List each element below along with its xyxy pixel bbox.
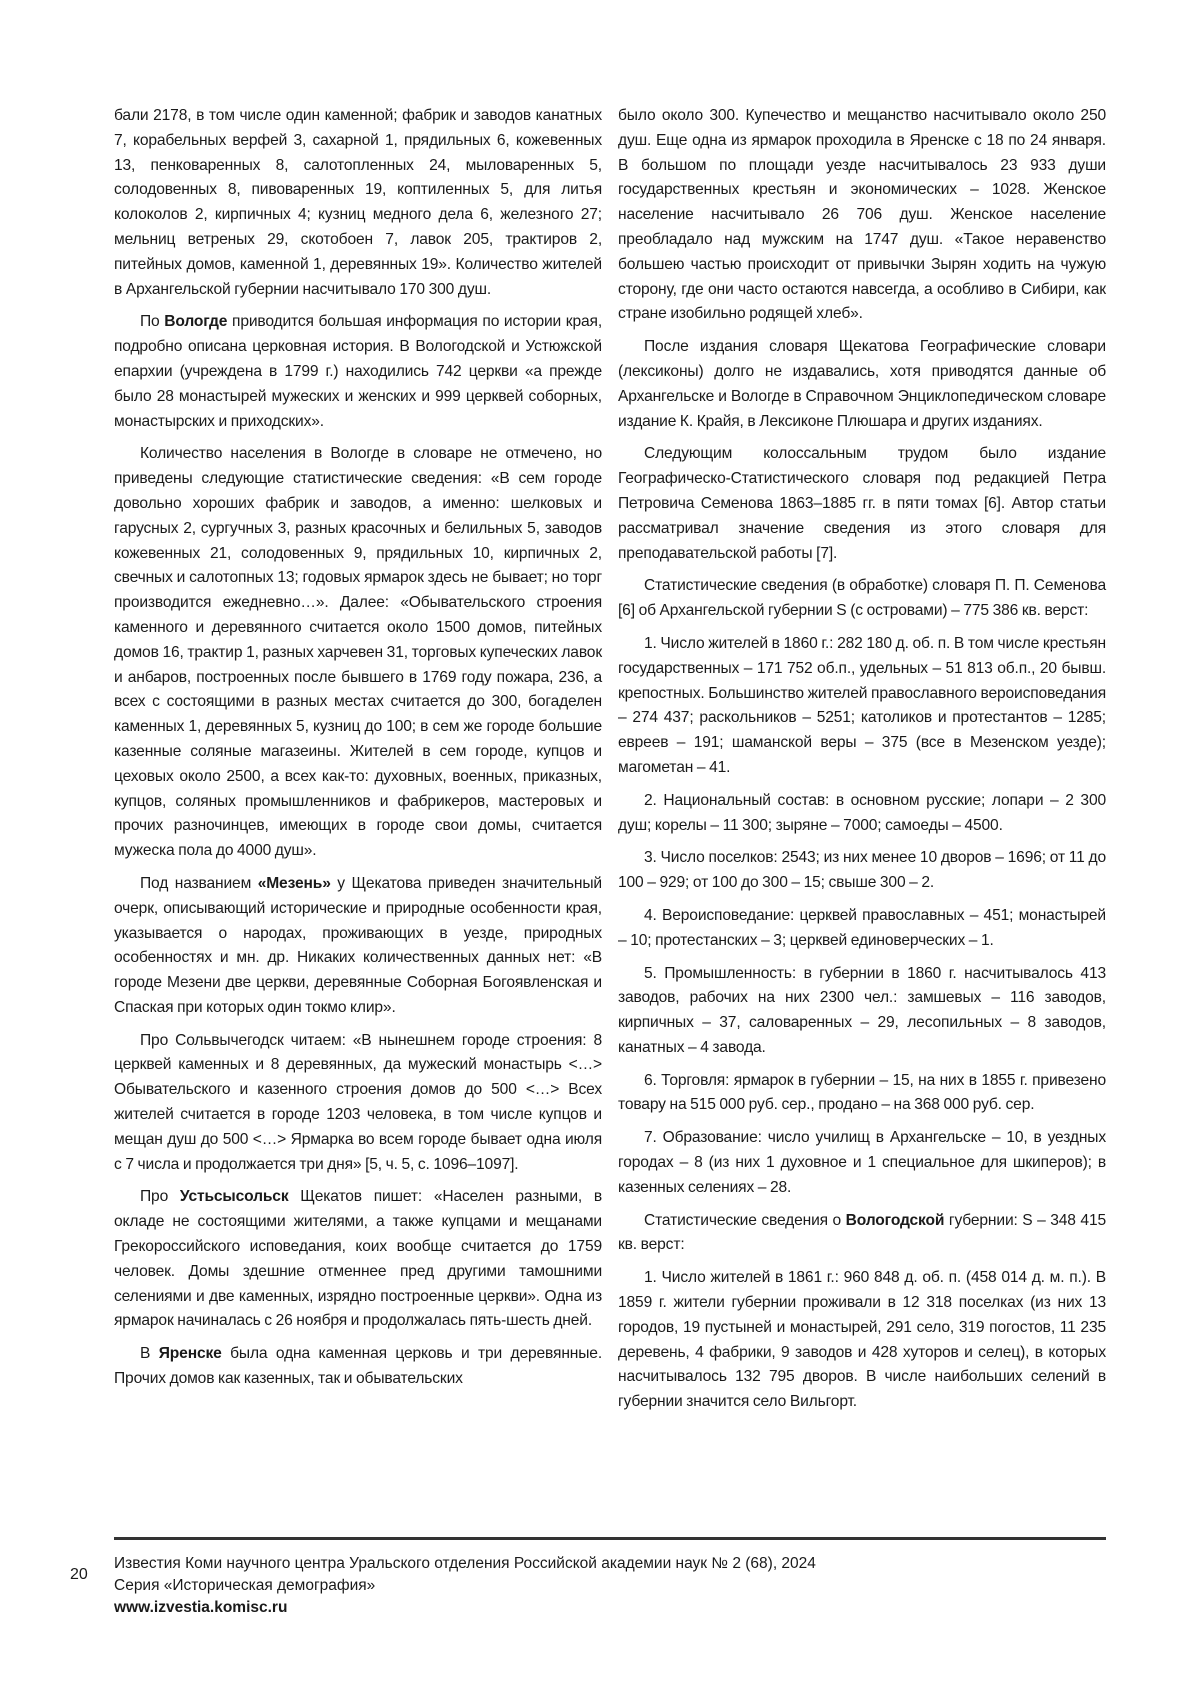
text-span: была одна каменная церковь и три деревянные. Прочих домов как казенных, так и обывательских (114, 1345, 603, 1388)
paragraph: После издания словаря Щекатова Географические словари (лексиконы) долго не издавались, хотя приводятся данные об Архангельске и Вологде в Справочном Энциклопедическом словаре издание К. Крайя, в Лексиконе Плюшара и других изданиях. (618, 338, 1106, 430)
paragraph: 7. Образование: число училищ в Архангельске – 10, в уездных городах – 8 (из них 1 духовное и 1 специальное для шкиперов); в казенных селениях – 28. (618, 1129, 1106, 1196)
bold-term: «Мезень» (257, 874, 331, 892)
text-span: губернии: S – 348 415 кв. верст: (618, 1211, 1106, 1254)
bold-term: Вологде (164, 313, 228, 331)
text-span: Статистические сведения о (644, 1211, 846, 1229)
paragraph: 6. Торговля: ярмарок в губернии – 15, на них в 1855 г. привезено товару на 515 000 руб. сер., продано – на 368 000 руб. сер. (618, 1071, 1106, 1114)
paragraph (114, 872, 602, 1021)
text-span: По (140, 313, 165, 331)
paragraph: Про Сольвычегодск читаем: «В нынешнем городе строения: 8 церквей каменных и 8 деревянных, да мужеский монастырь <…> Обывательского и казенного строения домов до 500 <…> Всех жителей считается в городе 1203 человека, в том числе купцов и мещан душ до 500 <…> Ярмарка во всем городе бывает одна июля с 7 числа и продолжается три дня» [5, ч. 5, с. 1096–1097]. (114, 1031, 602, 1173)
paragraph: 1. Число жителей в 1860 г.: 282 180 д. об. п. В том числе крестьян государственных – 171 752 об.п., удельных – 51 813 об.п., 20 бывш. крепостных. Большинство жителей православного вероисповедания – 274 437; раскольников – 5251; католиков и протестантов – 1285; евреев – 191; шаманской веры – 375 (все в Мезенском уезде); магометан – 41. (618, 634, 1106, 776)
paragraph: Статистические сведения (в обработке) словаря П. П. Семенова [6] об Архангельской губернии S (с островами) – 775 386 кв. верст: (618, 577, 1106, 620)
paragraph (114, 1185, 602, 1334)
bold-term: Устьсысольск (179, 1188, 289, 1206)
paragraph: 5. Промышленность: в губернии в 1860 г. насчитывалось 413 заводов, рабочих на них 2300 чел.: замшевых – 116 заводов, кирпичных – 37, саловаренных – 29, лесопильных – 8 заводов, канатных – 4 завода. (618, 964, 1106, 1056)
paragraph: бали 2178, в том числе один каменной; фабрик и заводов канатных 7, корабельных верфей 3, сахарной 1, прядильных 6, кожевенных 13, пенковаренных 8, салотопленных 24, мыловаренных 5, солодовенных 8, пивоваренных 19, коптиленных 5, для литья колоколов 2, кирпичных 4; кузниц медного дела 6, железного 27; мельниц ветреных 29, скотобоен 7, лавок 205, трактиров 2, питейных домов, каменной 1, деревянных 19». Количество жителей в Архангельской губернии насчитывало 170 300 душ. (114, 107, 602, 298)
text-span: у Щекатова приведен значительный очерк, описывающий исторические и природные особенности края, указывается о народах, проживающих в уезде, природных особенностях и мн. др. Никаких количественных данных нет: «В городе Мезени две церкви, деревянные Соборная Богоявленская и Спаская при которых один токмо клир». (114, 874, 602, 1016)
footer-divider (114, 1537, 1106, 1540)
left-column (114, 104, 602, 1400)
series-title: Серия «Историческая демография» (114, 1577, 376, 1594)
right-column (618, 104, 1106, 1423)
text-span: В (140, 1345, 159, 1363)
paragraph (114, 1342, 602, 1392)
paragraph (618, 1209, 1106, 1259)
paragraph: 4. Вероисповедание: церквей православных – 451; монастырей – 10; протестанских – 3; церквей единоверческих – 1. (618, 906, 1106, 949)
paragraph: Количество населения в Вологде в словаре не отмечено, но приведены следующие статистические сведения: «В сем городе довольно хороших фабрик и заводов, а именно: шелковых и гарусных 2, сургучных 3, разных красочных и белильных 5, заводов кожевенных 21, солодовенных 9, прядильных 10, кирпичных 2, свечных и салотопных 13; годовых ярмарок здесь не бывает; но торг производится ежедневно…». Далее: «Обывательского строения каменного и деревянного считается около 1500 домов, питейных домов 16, трактир 1, разных харчевен 31, торговых купеческих лавок и анбаров, построенных после бывшего в 1769 году пожара, 236, а всех с состоящими в разных местах считается до 300, богаделен каменных 1, деревянных 5, кузниц до 100; в сем же городе большие казенные соляные магазеины. Жителей в сем городе, купцов и цеховых около 2500, а всех как-то: духовных, военных, приказных, купцов, соляных промышленников и фабрикеров, мастеровых и прочих разночинцев, имеющих в городе свои домы, считается мужеска пола до 4000 душ». (114, 445, 602, 860)
text-span: Про (140, 1188, 180, 1206)
paragraph: 1. Число жителей в 1861 г.: 960 848 д. об. п. (458 014 д. м. п.). В 1859 г. жители губернии проживали в 12 318 поселках (из них 13 городов, 19 пустыней и монастырей, 291 село, 319 погостов, 11 235 деревень, 4 фабрики, 9 заводов и 428 хуторов и селец), в которых насчитывалось 132 795 дворов. В числе наибольших селений в губернии значится село Вильгорт. (618, 1269, 1106, 1411)
bold-term: Яренске (158, 1345, 222, 1363)
paragraph: 2. Национальный состав: в основном русские; лопари – 2 300 душ; корелы – 11 300; зыряне – 7000; самоеды – 4500. (618, 791, 1106, 834)
footer (114, 1553, 816, 1619)
text-span: приводится большая информация по истории края, подробно описана церковная история. В Вологодской и Устюжской епархии (учреждена в 1799 г.) находились 742 церкви «а прежде было 28 монастырей мужеских и женских и 999 церквей соборных, монастырских и приходских». (114, 313, 602, 430)
bold-term: Вологодской (845, 1211, 945, 1229)
website-link[interactable]: www.izvestia.komisc.ru (114, 1599, 288, 1616)
paragraph: было около 300. Купечество и мещанство насчитывало около 250 душ. Еще одна из ярмарок проходила в Яренске с 18 по 24 января. В большом по площади уезде насчитывалось 23 933 души государственных крестьян и экономических – 1028. Женское население насчитывало 26 706 душ. Женское население преобладало над мужским на 1747 душ. «Такое неравенство большею частью происходит от привычки Зырян ходить на чужую сторону, где они часто остаются навсегда, а особливо в Сибири, как стране изобильно родящей хлеб». (618, 107, 1106, 323)
paragraph: 3. Число поселков: 2543; из них менее 10 дворов – 1696; от 11 до 100 – 929; от 100 до 300 – 15; свыше 300 – 2. (618, 849, 1106, 892)
text-span: Щекатов пишет: «Населен разными, в окладе не состоящими жителями, а также купцами и мещанами Грекороссийского исповедания, коих вообще считается до 1759 человек. Домы здешние отменнее пред другими тамошними селениями и две каменных, изрядно построенные церкви». Одна из ярмарок начиналась с 26 ноября и продолжалась пять-шесть дней. (114, 1188, 602, 1330)
journal-title: Известия Коми научного центра Уральского отделения Российской академии наук № 2 (68), 2024 (114, 1555, 816, 1572)
page-number: 20 (70, 1566, 88, 1583)
paragraph: Следующим колоссальным трудом было издание Географическо-Статистического словаря под редакцией Петра Петровича Семенова 1863–1885 гг. в пяти томах [6]. Автор статьи рассматривал значение сведения из этого словаря для преподавательской работы [7]. (618, 445, 1106, 562)
text-span: Под названием (140, 874, 258, 892)
paragraph (114, 310, 602, 434)
